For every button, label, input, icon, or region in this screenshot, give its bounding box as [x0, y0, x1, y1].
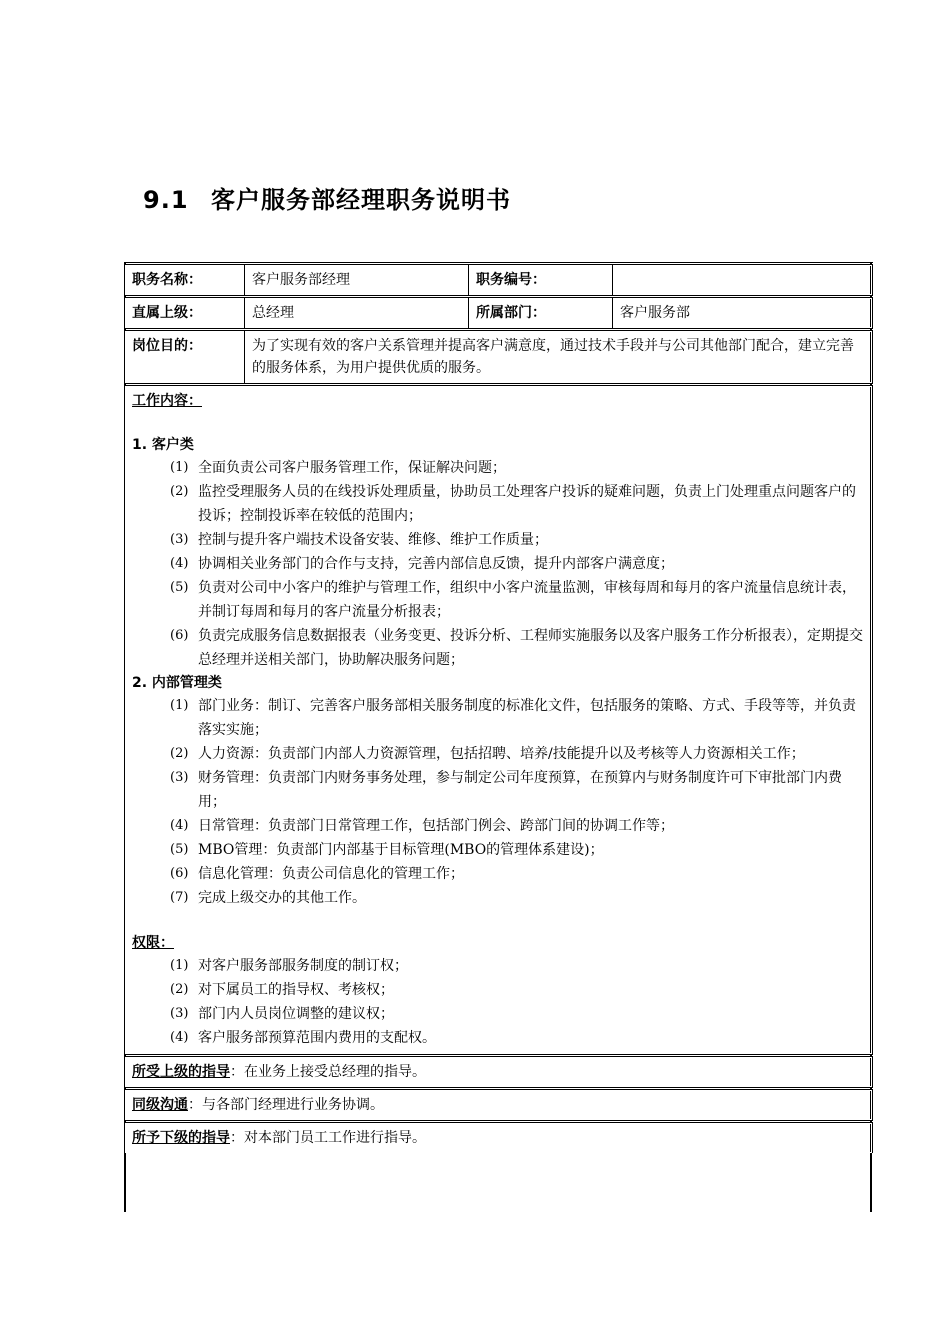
- list-item: [132, 528, 865, 552]
- superior-value: 总经理: [245, 297, 469, 330]
- section-number: 9.1: [143, 186, 189, 214]
- table-row: [125, 1056, 873, 1089]
- item-text: 人力资源：负责部门内部人力资源管理，包括招聘、培养/技能提升以及考核等人力资源相关工作；: [198, 746, 805, 762]
- item-text: 对客户服务部服务制度的制订权；: [198, 958, 408, 974]
- item-number: (1): [170, 958, 189, 973]
- department-value: 客户服务部: [613, 297, 873, 330]
- item-number: (1): [170, 698, 189, 713]
- table-row: [125, 264, 873, 297]
- item-text: 部门内人员岗位调整的建议权；: [198, 1006, 394, 1022]
- item-text: MBO管理：负责部门内部基于目标管理(MBO的管理体系建设)；: [198, 842, 604, 858]
- item-text: 协调相关业务部门的合作与支持，完善内部信息反馈，提升内部客户满意度；: [198, 556, 674, 572]
- list-item: [132, 694, 865, 742]
- work-content-cell: [125, 385, 873, 1056]
- item-number: (2): [170, 484, 189, 499]
- table-row: [125, 1122, 873, 1154]
- list-item: [132, 838, 865, 862]
- item-text: 负责对公司中小客户的维护与管理工作，组织中小客户流量监测，审核每周和每月的客户流量信息统计表，并制订每周和每月的客户流量分析报表；: [198, 580, 856, 620]
- item-number: (6): [170, 628, 189, 643]
- subordinate-guidance-cell: [125, 1122, 873, 1154]
- peer-communication-text: ：与各部门经理进行业务协调。: [188, 1097, 384, 1113]
- list-item: [132, 1002, 865, 1026]
- category-title: 2. 内部管理类: [132, 675, 222, 691]
- item-number: (2): [170, 746, 189, 761]
- item-number: (3): [170, 1006, 189, 1021]
- subordinate-guidance-text: ：对本部门员工工作进行指导。: [230, 1130, 426, 1146]
- item-text: 信息化管理：负责公司信息化的管理工作；: [198, 866, 464, 882]
- item-number: (3): [170, 532, 189, 547]
- item-number: (2): [170, 982, 189, 997]
- purpose-label: 岗位目的：: [125, 330, 245, 385]
- table-row: [125, 1089, 873, 1122]
- table-row: [125, 330, 873, 385]
- item-number: (4): [170, 556, 189, 571]
- superior-guidance-label: 所受上级的指导: [132, 1064, 230, 1080]
- item-number: (1): [170, 460, 189, 475]
- superior-label: 直属上级：: [125, 297, 245, 330]
- item-number: (4): [170, 1030, 189, 1045]
- list-item: [132, 954, 865, 978]
- item-number: (7): [170, 890, 189, 905]
- superior-guidance-text: ：在业务上接受总经理的指导。: [230, 1064, 426, 1080]
- item-text: 全面负责公司客户服务管理工作，保证解决问题；: [198, 460, 506, 476]
- item-number: (3): [170, 770, 189, 785]
- category-title: 1. 客户类: [132, 437, 194, 453]
- authority-heading: 权限：: [132, 935, 174, 951]
- item-text: 财务管理：负责部门内财务事务处理，参与制定公司年度预算，在预算内与财务制度许可下审批部门内费用；: [198, 770, 842, 810]
- list-item: [132, 862, 865, 886]
- item-text: 客户服务部预算范围内费用的支配权。: [198, 1030, 436, 1046]
- job-name-label: 职务名称：: [125, 264, 245, 297]
- list-item: [132, 576, 865, 624]
- item-number: (5): [170, 580, 189, 595]
- purpose-value: 为了实现有效的客户关系管理并提高客户满意度，通过技术手段并与公司其他部门配合，建立完善的服务体系，为用户提供优质的服务。: [245, 330, 873, 385]
- work-content-heading: 工作内容：: [132, 393, 202, 409]
- subordinate-guidance-label: 所予下级的指导: [132, 1130, 230, 1146]
- list-item: [132, 742, 865, 766]
- job-name-value: 客户服务部经理: [245, 264, 469, 297]
- item-text: 对下属员工的指导权、考核权；: [198, 982, 394, 998]
- list-item: [132, 480, 865, 528]
- page-title: [143, 180, 511, 215]
- item-number: (5): [170, 842, 189, 857]
- item-text: 监控受理服务人员的在线投诉处理质量，协助员工处理客户投诉的疑难问题，负责上门处理重点问题客户的投诉；控制投诉率在较低的范围内；: [198, 484, 856, 524]
- job-code-label: 职务编号：: [469, 264, 613, 297]
- item-number: (4): [170, 818, 189, 833]
- list-item: [132, 814, 865, 838]
- item-text: 日常管理：负责部门日常管理工作，包括部门例会、跨部门间的协调工作等；: [198, 818, 674, 834]
- department-label: 所属部门：: [469, 297, 613, 330]
- list-item: [132, 766, 865, 814]
- title-text: 客户服务部经理职务说明书: [211, 186, 511, 214]
- table-row: [125, 297, 873, 330]
- item-text: 完成上级交办的其他工作。: [198, 890, 366, 906]
- item-number: (6): [170, 866, 189, 881]
- item-text: 部门业务：制订、完善客户服务部相关服务制度的标准化文件，包括服务的策略、方式、手段等等，并负责落实实施；: [198, 698, 856, 738]
- job-code-value: [613, 264, 873, 297]
- list-item: [132, 886, 865, 910]
- peer-communication-cell: [125, 1089, 873, 1122]
- peer-communication-label: 同级沟通: [132, 1097, 188, 1113]
- list-item: [132, 624, 865, 672]
- superior-guidance-cell: [125, 1056, 873, 1089]
- job-description-table: [124, 262, 873, 1153]
- list-item: [132, 978, 865, 1002]
- table-row: [125, 385, 873, 1056]
- list-item: [132, 552, 865, 576]
- list-item: [132, 1026, 865, 1050]
- item-text: 控制与提升客户端技术设备安装、维修、维护工作质量；: [198, 532, 548, 548]
- list-item: [132, 456, 865, 480]
- item-text: 负责完成服务信息数据报表（业务变更、投诉分析、工程师实施服务以及客户服务工作分析报表），定期提交总经理并送相关部门，协助解决服务问题；: [198, 628, 863, 668]
